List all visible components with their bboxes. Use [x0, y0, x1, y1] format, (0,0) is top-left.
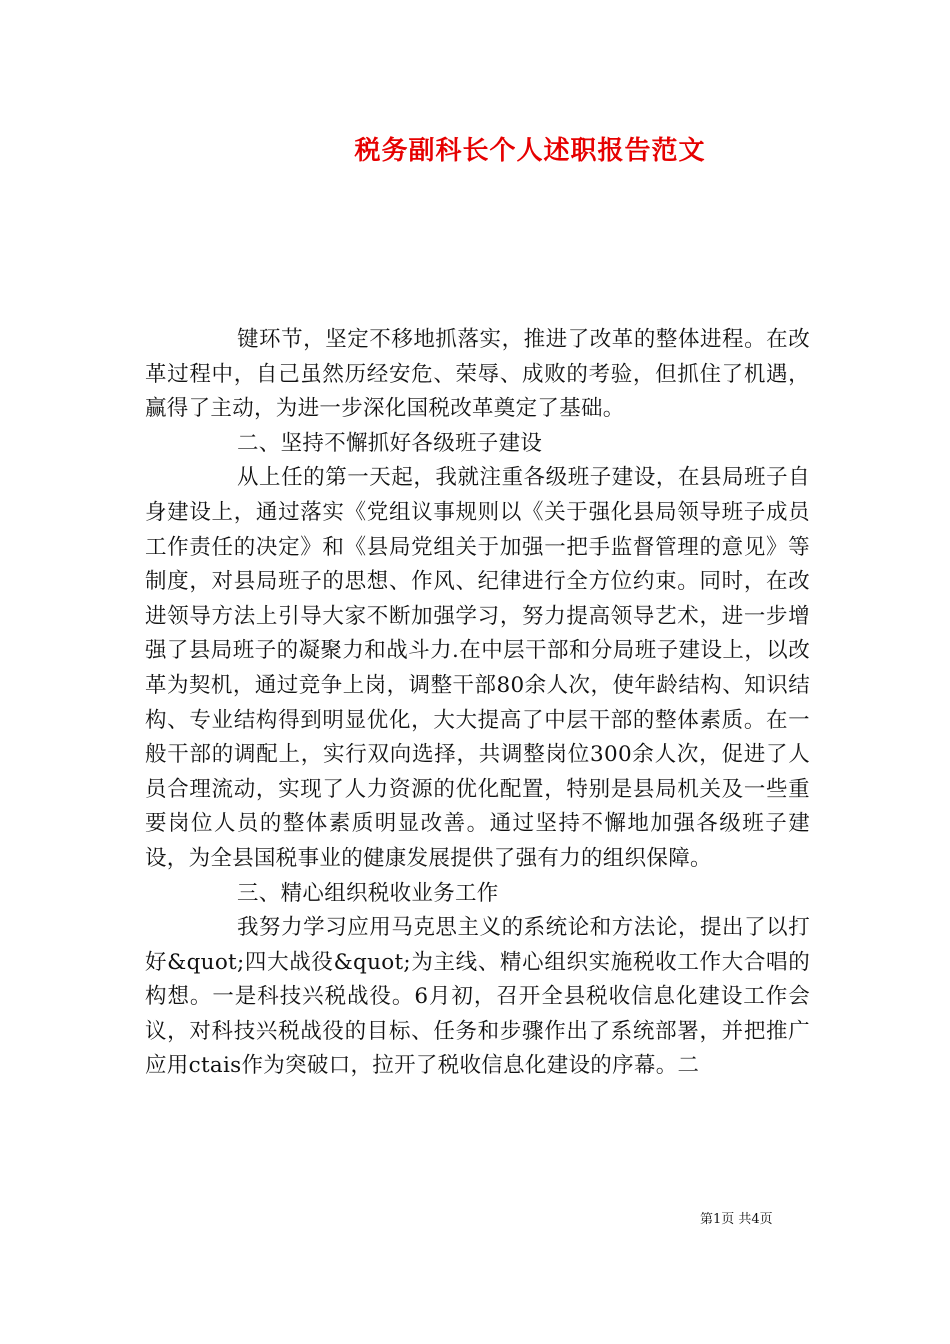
- paragraph-2: 从上任的第一天起，我就注重各级班子建设，在县局班子自身建设上，通过落实《党组议事规则以《关于强化县局领导班子成员工作责任的决定》和《县局党组关于加强一把手监督管理的意见》等制度，对县局班子的思想、作风、纪律进行全方位约束。同时，在改进领导方法上引导大家不断加强学习，努力提高领导艺术，进一步增强了县局班子的凝聚力和战斗力.在中层干部和分局班子建设上，以改革为契机，通过竞争上岗，调整干部80余人次，使年龄结构、知识结构、专业结构得到明显优化，大大提高了中层干部的整体素质。在一般干部的调配上，实行双向选择，共调整岗位300余人次，促进了人员合理流动，实现了人力资源的优化配置，特别是县局机关及一些重要岗位人员的整体素质明显改善。通过坚持不懈地加强各级班子建设，为全县国税事业的健康发展提供了强有力的组织保障。: [145, 465, 810, 871]
- document-body: [145, 323, 810, 1084]
- section-heading-3: 三、精心组织税收业务工作: [237, 880, 499, 906]
- document-title: 税务副科长个人述职报告范文: [354, 136, 706, 166]
- paragraph-3: 我努力学习应用马克思主义的系统论和方法论，提出了以打好&quot;四大战役&quot;为主线、精心组织实施税收工作大合唱的构想。一是科技兴税战役。6月初，召开全县税收信息化建设工作会议，对科技兴税战役的目标、任务和步骤作出了系统部署，并把推广应用ctais作为突破口，拉开了税收信息化建设的序幕。二: [145, 915, 810, 1079]
- section-heading-2: 二、坚持不懈抓好各级班子建设: [237, 430, 543, 456]
- page-footer: 第1页 共4页: [700, 1212, 773, 1227]
- paragraph-1: 键环节，坚定不移地抓落实，推进了改革的整体进程。在改革过程中，自己虽然历经安危、荣辱、成败的考验，但抓住了机遇，赢得了主动，为进一步深化国税改革奠定了基础。: [145, 327, 810, 422]
